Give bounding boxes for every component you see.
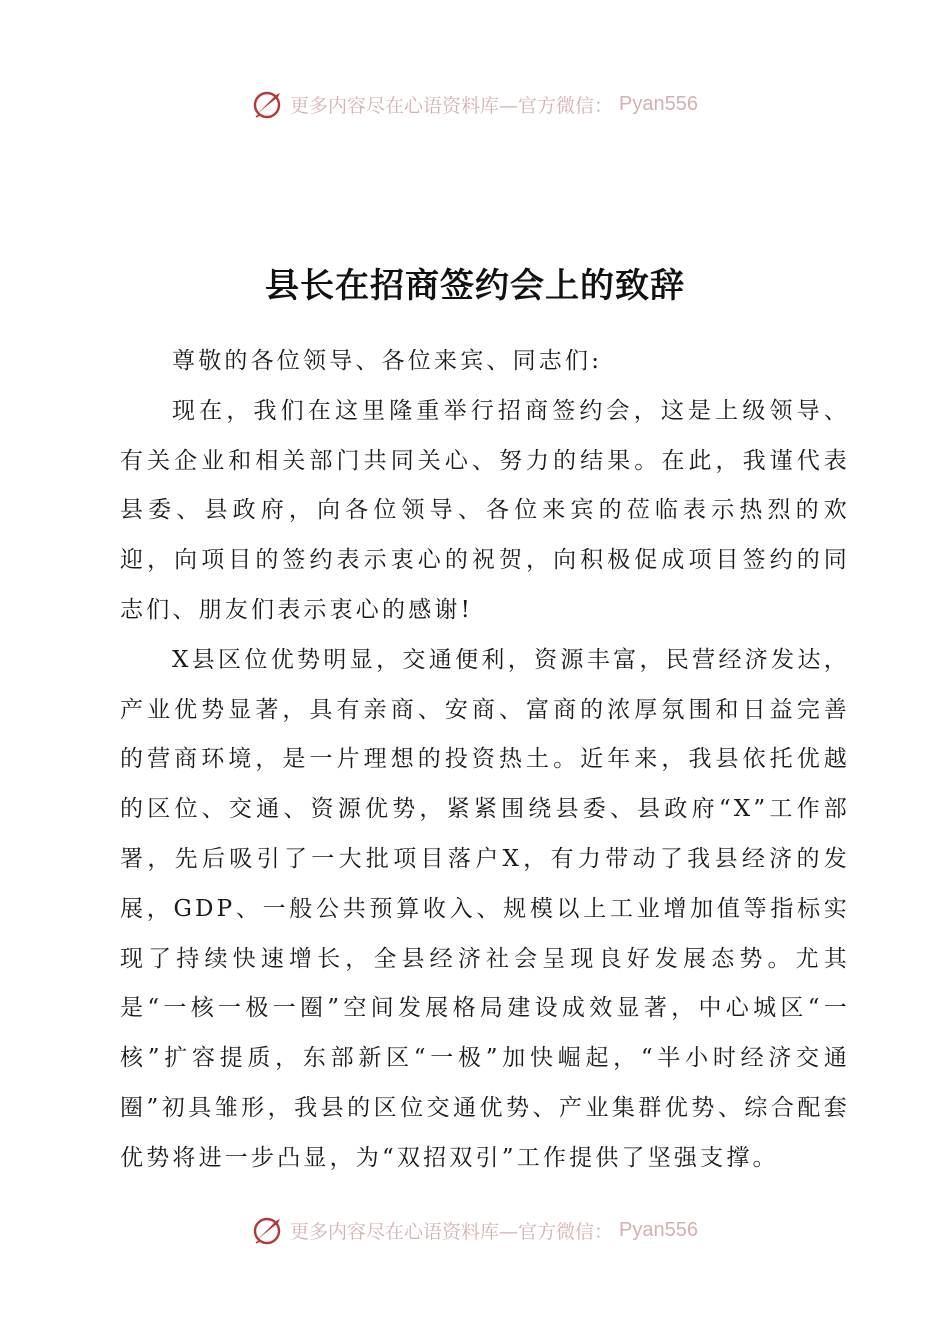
watermark-wechat-id: Pyan556 bbox=[619, 92, 698, 115]
watermark-text: 更多内容尽在心语资料库—官方微信： bbox=[290, 1220, 614, 1243]
pen-logo-icon bbox=[252, 1213, 286, 1247]
watermark-text: 更多内容尽在心语资料库—官方微信： bbox=[290, 94, 614, 117]
document-body bbox=[120, 337, 850, 1184]
pen-logo-icon bbox=[252, 87, 286, 121]
watermark-banner-bottom bbox=[0, 1210, 950, 1250]
document-title: 县长在招商签约会上的致辞 bbox=[265, 266, 685, 306]
paragraph-2: X县区位优势明显，交通便利，资源丰富，民营经济发达，产业优势显著，具有亲商、安商、富商的浓厚氛围和日益完善的营商环境，是一片理想的投资热土。近年来，我县依托优越的区位、交通、资源优势，紧紧围绕县委、县政府“X”工作部署，先后吸引了一大批项目落户X，有力带动了我县经济的发展，GDP、一般公共预算收入、规模以上工业增加值等指标实现了持续快速增长，全县经济社会呈现良好发展态势。尤其是“一核一极一圈”空间发展格局建设成效显著，中心城区“一核”扩容提质，东部新区“一极”加快崛起，“半小时经济交通圈”初具雏形，我县的区位交通优势、产业集群优势、综合配套优势将进一步凸显，为“双招双引”工作提供了坚强支撑。 bbox=[120, 646, 850, 1171]
watermark-wechat-id: Pyan556 bbox=[619, 1218, 698, 1241]
watermark-banner-top bbox=[0, 84, 950, 124]
salutation: 尊敬的各位领导、各位来宾、同志们: bbox=[172, 348, 603, 374]
paragraph-1: 现在，我们在这里隆重举行招商签约会，这是上级领导、有关企业和相关部门共同关心、努力的结果。在此，我谨代表县委、县政府，向各位领导、各位来宾的莅临表示热烈的欢迎，向项目的签约表示衷心的祝贺，向积极促成项目签约的同志们、朋友们表示衷心的感谢! bbox=[120, 397, 850, 623]
